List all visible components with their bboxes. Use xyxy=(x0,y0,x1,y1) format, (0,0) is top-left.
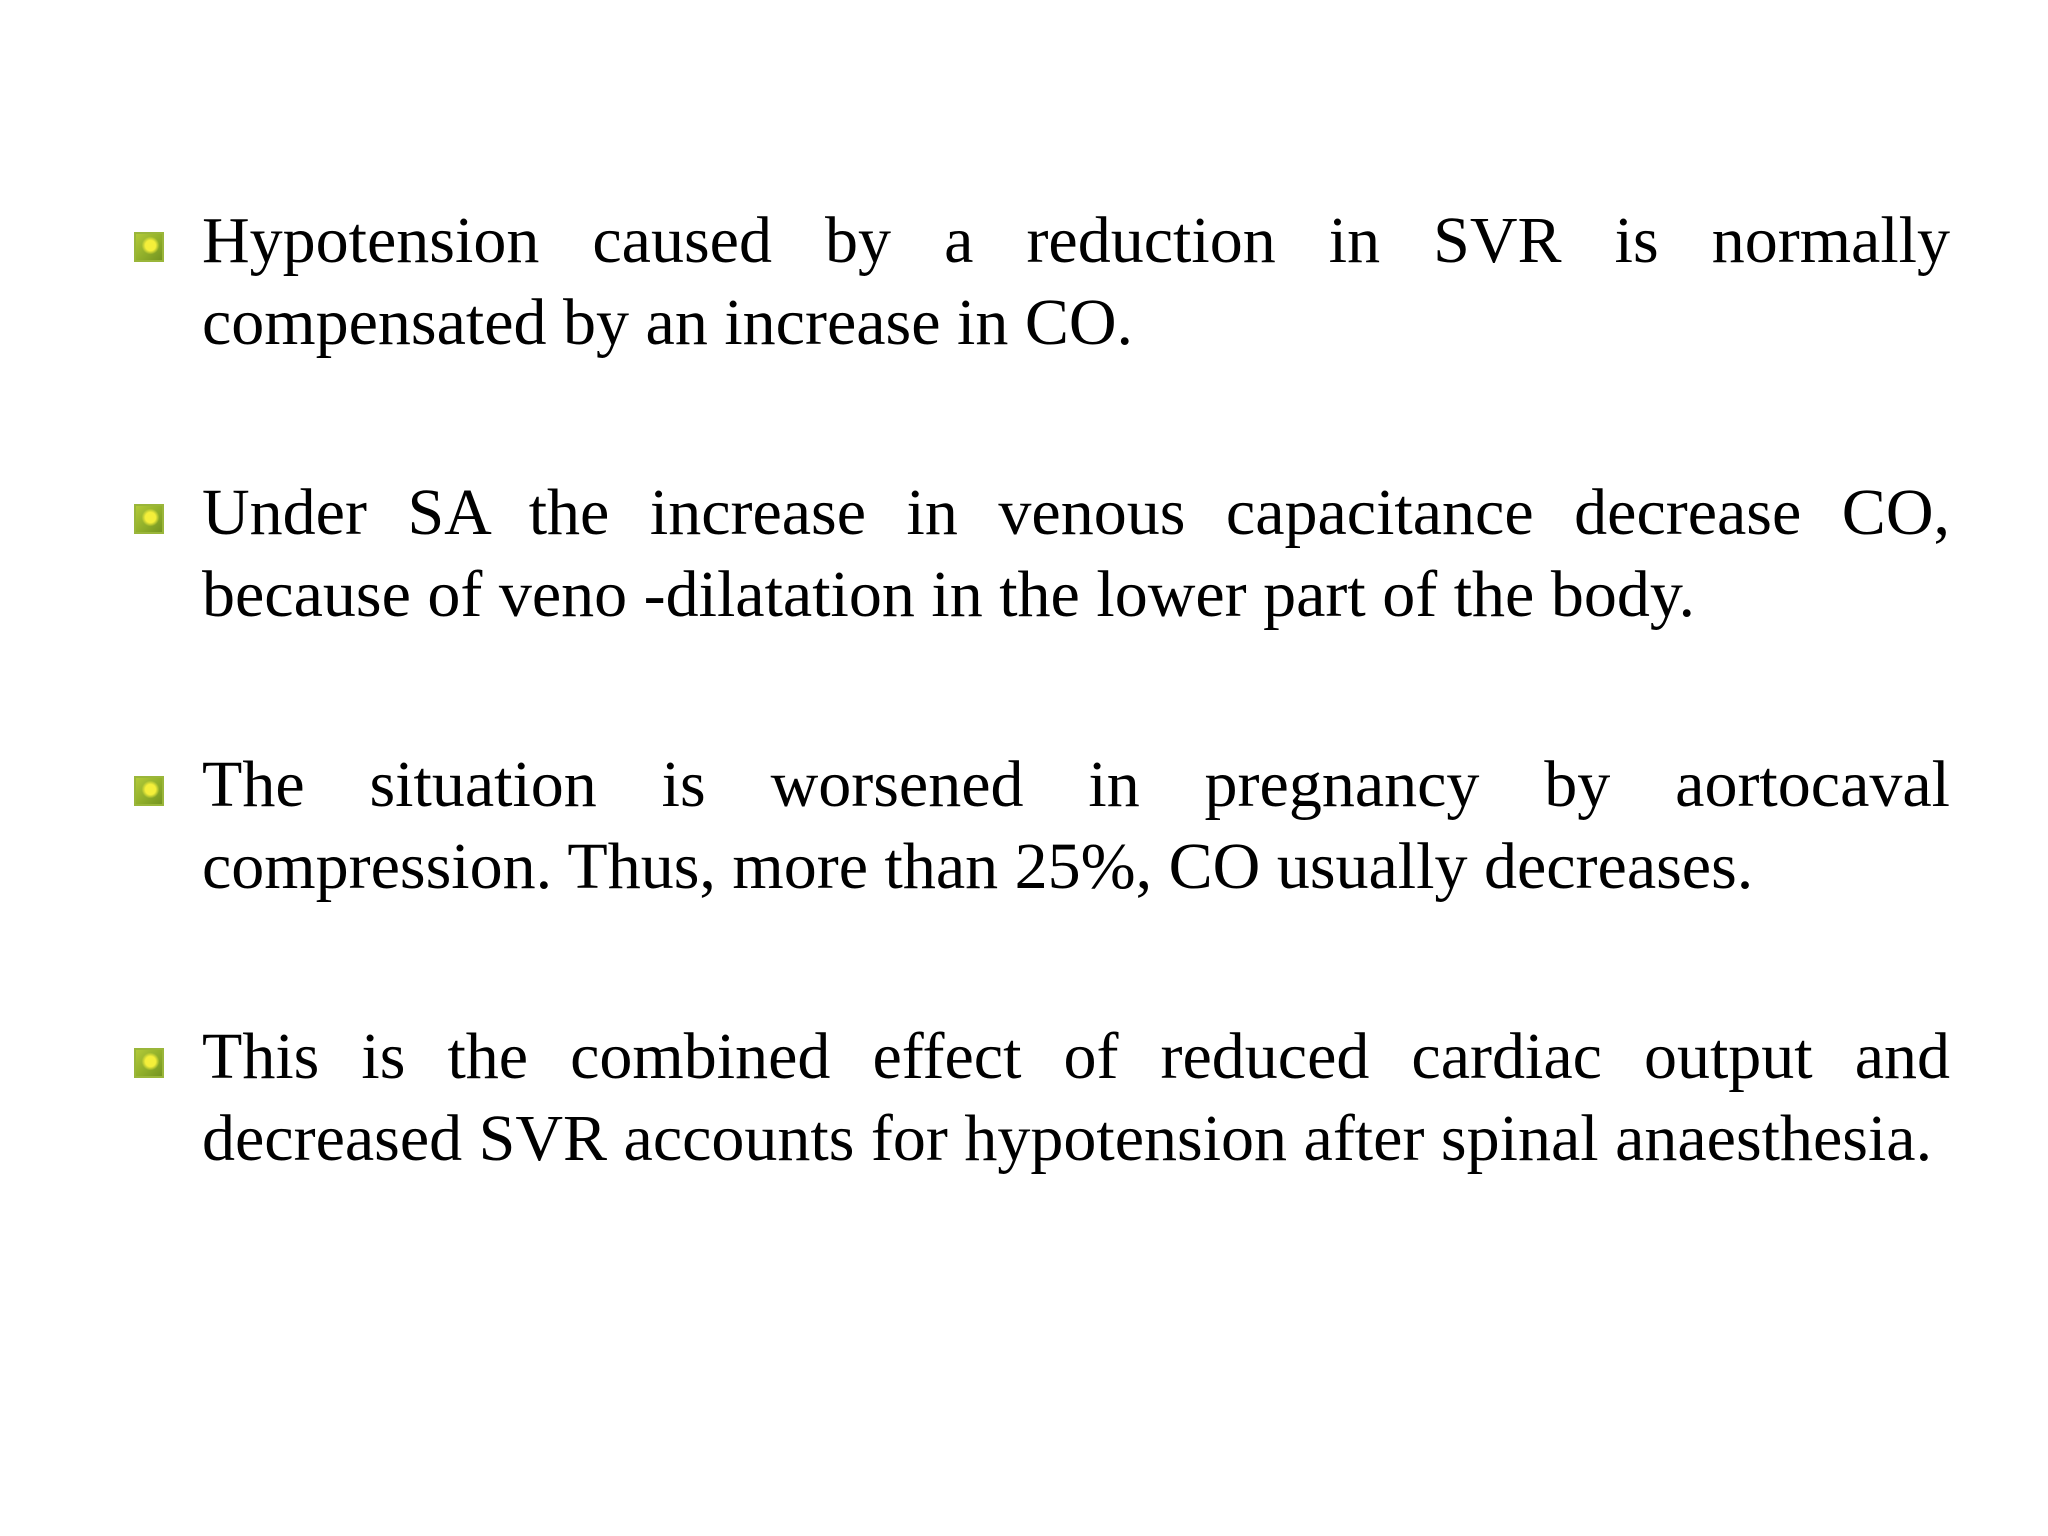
bullet-item-4 xyxy=(130,1016,1950,1180)
bullet-item-1 xyxy=(130,200,1950,364)
square-bullet-icon xyxy=(134,1048,164,1078)
bullet-text: Under SA the increase in venous capacitance decrease CO, because of veno -dilatation in the lower part of the body. xyxy=(202,476,1950,631)
bullet-item-3 xyxy=(130,744,1950,908)
bullet-text: This is the combined effect of reduced cardiac output and decreased SVR accounts for hypotension after spinal anaesthesia. xyxy=(202,1020,1950,1175)
bullet-list xyxy=(130,200,1950,1288)
square-bullet-icon xyxy=(134,776,164,806)
square-bullet-icon xyxy=(134,504,164,534)
bullet-item-2 xyxy=(130,472,1950,636)
bullet-text: The situation is worsened in pregnancy by aortocaval compression. Thus, more than 25%, CO usually decreases. xyxy=(202,748,1950,903)
square-bullet-icon xyxy=(134,232,164,262)
bullet-text: Hypotension caused by a reduction in SVR is normally compensated by an increase in CO. xyxy=(202,204,1950,359)
